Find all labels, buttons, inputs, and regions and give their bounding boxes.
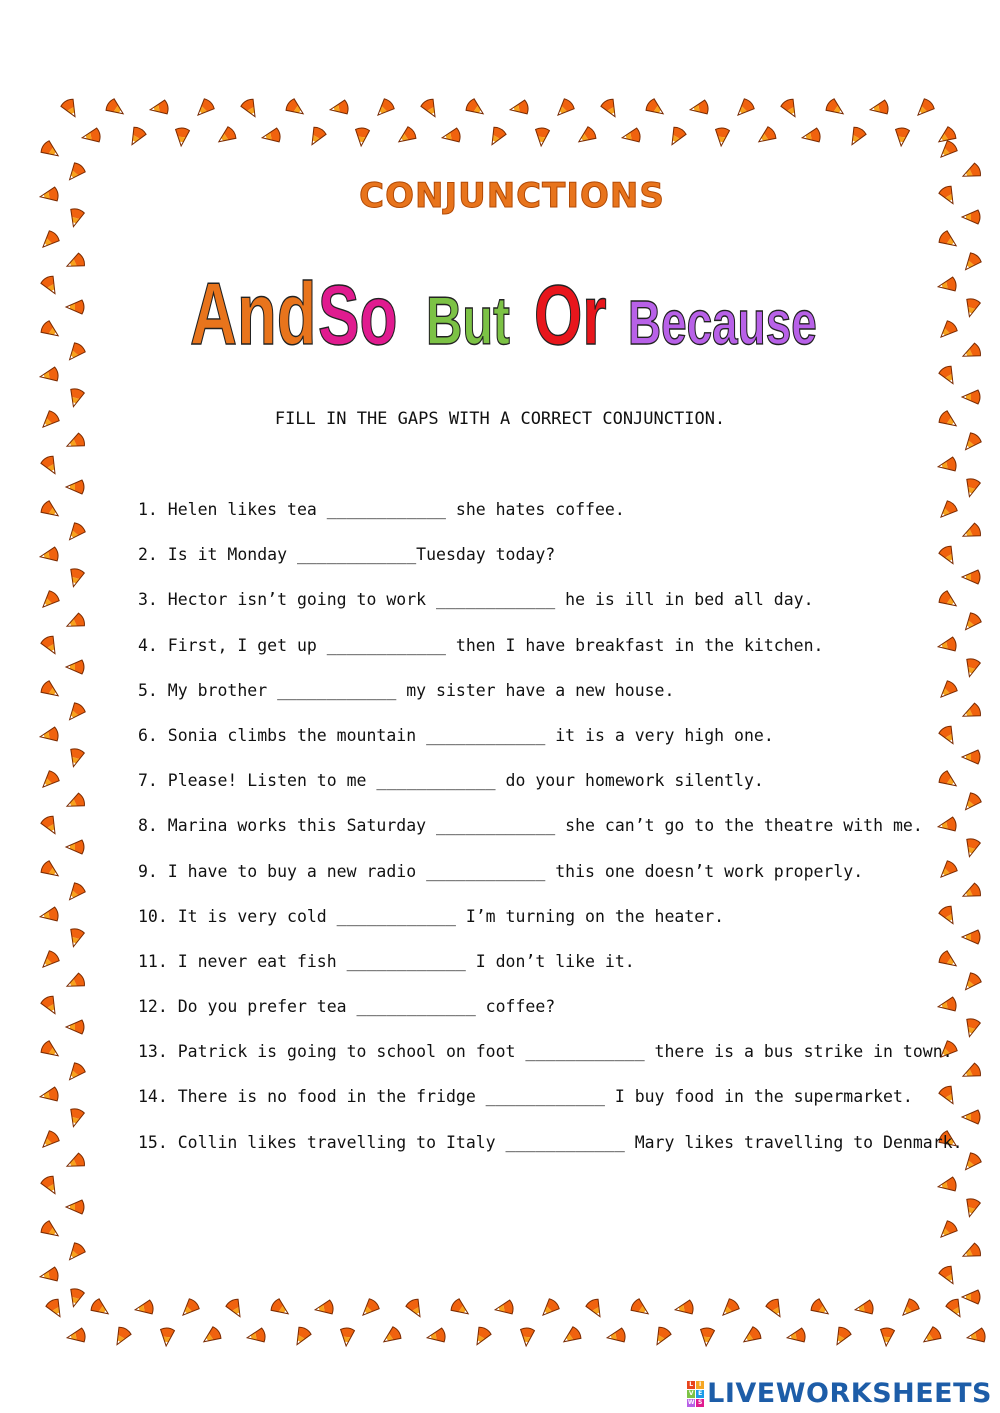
- candy-corn-icon: [962, 750, 980, 764]
- candy-corn-icon: [718, 1297, 741, 1320]
- candy-corn-icon: [284, 98, 307, 120]
- candy-corn-icon: [39, 500, 62, 522]
- candy-corn-icon: [66, 480, 84, 494]
- candy-corn-icon: [936, 139, 959, 162]
- candy-corn-icon: [40, 815, 61, 838]
- candy-corn-icon: [159, 1327, 175, 1346]
- candy-corn-icon: [174, 127, 190, 146]
- exercise-item-2: 2. Is it Monday ____________Tuesday today?: [138, 545, 556, 565]
- candy-corn-icon: [963, 1017, 981, 1038]
- conjunction-word-because: Because: [628, 289, 817, 358]
- candy-corn-icon: [960, 342, 982, 362]
- exercise-item-7: 7. Please! Listen to me ____________ do your homework silently.: [138, 771, 764, 791]
- candy-corn-icon: [39, 1087, 59, 1104]
- candy-corn-icon: [755, 126, 778, 148]
- candy-corn-icon: [553, 97, 576, 120]
- candy-corn-icon: [64, 972, 86, 992]
- candy-corn-icon: [786, 1328, 806, 1345]
- candy-corn-icon: [373, 97, 396, 120]
- worksheet-title: CONJUNCTIONS: [359, 176, 665, 216]
- candy-corn-icon: [134, 1300, 154, 1317]
- candy-corn-icon: [126, 126, 147, 149]
- candy-corn-icon: [962, 570, 980, 584]
- candy-corn-icon: [420, 98, 441, 121]
- liveworksheets-logo-text: LIVEWORKSHEETS: [707, 1378, 992, 1409]
- candy-corn-icon: [962, 1110, 980, 1124]
- candy-corn-icon: [40, 1175, 61, 1198]
- logo-icon-cell: W: [687, 1398, 695, 1406]
- conjunction-word-but: But: [426, 283, 510, 359]
- candy-corn-icon: [960, 882, 982, 902]
- candy-corn-icon: [64, 521, 86, 544]
- candy-corn-icon: [963, 657, 981, 678]
- candy-corn-icon: [824, 98, 847, 120]
- exercise-item-15: 15. Collin likes travelling to Italy ____________ Mary likes travelling to Denmark.: [138, 1132, 963, 1152]
- candy-corn-icon: [40, 995, 61, 1018]
- candy-corn-icon: [38, 1129, 61, 1152]
- candy-corn-icon: [937, 457, 957, 474]
- candy-corn-icon: [960, 1151, 982, 1174]
- candy-corn-icon: [937, 1177, 957, 1194]
- candy-corn-icon: [39, 1267, 59, 1284]
- candy-corn-icon: [64, 1152, 86, 1172]
- candy-corn-icon: [780, 98, 801, 121]
- candy-corn-icon: [39, 547, 59, 564]
- candy-corn-icon: [66, 660, 84, 674]
- logo-icon-cell: S: [697, 1398, 703, 1406]
- candy-corn-icon: [354, 127, 370, 146]
- candy-corn-icon: [765, 1298, 786, 1321]
- liveworksheets-logo[interactable]: [687, 1378, 992, 1409]
- candy-corn-icon: [269, 1298, 292, 1320]
- candy-corn-icon: [291, 1326, 312, 1349]
- candy-corn-icon: [963, 477, 981, 498]
- exercise-item-1: 1. Helen likes tea ____________ she hates coffee.: [138, 500, 625, 519]
- candy-corn-icon: [600, 98, 621, 121]
- candy-corn-icon: [38, 589, 61, 612]
- candy-corn-icon: [449, 1298, 472, 1320]
- candy-corn-icon: [644, 98, 667, 120]
- logo-icon-cell: V: [688, 1389, 694, 1397]
- exercise-item-10: 10. It is very cold ____________ I’m turning on the heater.: [138, 906, 725, 926]
- candy-corn-icon: [40, 635, 61, 658]
- candy-corn-icon: [39, 727, 59, 744]
- candy-corn-icon: [40, 455, 61, 478]
- candy-corn-icon: [81, 128, 101, 145]
- candy-corn-icon: [494, 1300, 514, 1317]
- candy-corn-icon: [801, 128, 821, 145]
- candy-corn-icon: [64, 701, 86, 724]
- candy-corn-icon: [38, 949, 61, 972]
- candy-corn-icon: [894, 127, 910, 146]
- candy-corn-icon: [67, 387, 85, 408]
- candy-corn-icon: [64, 432, 86, 452]
- candy-corn-icon: [962, 1290, 980, 1304]
- candy-corn-icon: [733, 97, 756, 120]
- candy-corn-icon: [471, 1326, 492, 1349]
- candy-corn-icon: [339, 1327, 355, 1346]
- candy-corn-icon: [193, 97, 216, 120]
- candy-corn-icon: [39, 680, 62, 702]
- candy-corn-icon: [66, 1328, 86, 1345]
- candy-corn-icon: [64, 881, 86, 904]
- candy-corn-icon: [64, 341, 86, 364]
- candy-corn-icon: [149, 100, 169, 117]
- candy-corn-icon: [225, 1298, 246, 1321]
- candy-corn-icon: [509, 100, 529, 117]
- candy-corn-icon: [67, 1287, 85, 1308]
- exercise-item-6: 6. Sonia climbs the mountain ____________ it is a very high one.: [138, 725, 774, 745]
- candy-corn-icon: [89, 1298, 112, 1320]
- candy-corn-icon: [39, 1040, 62, 1062]
- candy-corn-icon: [111, 1326, 132, 1349]
- candy-corn-icon: [666, 126, 687, 149]
- candy-corn-icon: [621, 128, 641, 145]
- conjunction-word-or: Or: [534, 268, 607, 362]
- candy-corn-icon: [699, 1327, 715, 1346]
- candy-corn-icon: [64, 1241, 86, 1264]
- liveworksheets-logo-icon: [687, 1381, 704, 1407]
- candy-corn-icon: [464, 98, 487, 120]
- candy-corn-icon: [937, 230, 960, 252]
- candy-corn-icon: [329, 100, 349, 117]
- candy-corn-icon: [938, 1265, 959, 1288]
- exercise-item-13: 13. Patrick is going to school on foot ____________ there is a bus strike in town.: [138, 1042, 953, 1062]
- candy-corn-icon: [920, 1326, 943, 1348]
- candy-corn-icon: [960, 1242, 982, 1262]
- candy-corn-icon: [66, 1020, 84, 1034]
- candy-corn-icon: [64, 792, 86, 812]
- candy-corn-icon: [39, 1220, 62, 1242]
- instruction-text: FILL IN THE GAPS WITH A CORRECT CONJUNCTION.: [274, 409, 726, 429]
- candy-corn-icon: [67, 1107, 85, 1128]
- candy-corn-icon: [714, 127, 730, 146]
- candy-corn-icon: [689, 100, 709, 117]
- candy-corn-icon: [64, 252, 86, 272]
- candy-corn-icon: [960, 791, 982, 814]
- candy-corn-icon: [45, 1298, 66, 1321]
- candy-corn-icon: [962, 390, 980, 404]
- candy-corn-icon: [960, 522, 982, 542]
- candy-corn-icon: [809, 1298, 832, 1320]
- candy-corn-icon: [261, 128, 281, 145]
- candy-corn-icon: [651, 1326, 672, 1349]
- exercise-item-5: 5. My brother ____________ my sister have a new house.: [138, 680, 675, 700]
- candy-corn-icon: [960, 1062, 982, 1082]
- candy-corn-icon: [913, 97, 936, 120]
- candy-corn-icon: [178, 1297, 201, 1320]
- candy-corn-icon: [869, 100, 889, 117]
- candy-corn-icon: [945, 1298, 966, 1321]
- conjunction-word-so: So: [318, 268, 398, 362]
- candy-corn-icon: [306, 126, 327, 149]
- candy-corn-icon: [215, 126, 238, 148]
- candy-corn-icon: [66, 300, 84, 314]
- candy-corn-icon: [963, 837, 981, 858]
- candy-corn-icon: [104, 98, 127, 120]
- candy-corn-icon: [200, 1326, 223, 1348]
- candy-corn-icon: [60, 98, 81, 121]
- candy-corn-icon: [674, 1300, 694, 1317]
- candy-corn-icon: [39, 860, 62, 882]
- candy-corn-icon: [39, 140, 62, 162]
- candy-corn-icon: [39, 320, 62, 342]
- candy-corn-icon: [960, 431, 982, 454]
- candy-corn-icon: [962, 930, 980, 944]
- candy-corn-icon: [879, 1327, 895, 1346]
- candy-corn-icon: [966, 1328, 986, 1345]
- candy-corn-icon: [740, 1326, 763, 1348]
- candy-corn-icon: [67, 567, 85, 588]
- candy-corn-icon: [960, 611, 982, 634]
- candy-corn-icon: [898, 1297, 921, 1320]
- candy-corn-icon: [937, 277, 957, 294]
- candy-corn-icon: [538, 1297, 561, 1320]
- candy-corn-icon: [405, 1298, 426, 1321]
- exercise-item-4: 4. First, I get up ____________ then I have breakfast in the kitchen.: [138, 635, 824, 655]
- candy-corn-icon: [246, 1328, 266, 1345]
- candy-corn-icon: [39, 367, 59, 384]
- logo-icon-cell: L: [687, 1381, 695, 1389]
- exercise-item-11: 11. I never eat fish ____________ I don’t like it.: [138, 951, 635, 971]
- candy-corn-icon: [960, 971, 982, 994]
- candy-corn-icon: [486, 126, 507, 149]
- candy-corn-icon: [936, 319, 959, 342]
- candy-corn-icon: [358, 1297, 381, 1320]
- candy-corn-icon: [67, 747, 85, 768]
- candy-corn-icon: [38, 769, 61, 792]
- candy-corn-icon: [938, 365, 959, 388]
- candy-corn-icon: [67, 927, 85, 948]
- candy-corn-icon: [936, 1219, 959, 1242]
- candy-corn-icon: [575, 126, 598, 148]
- exercise-item-12: 12. Do you prefer tea ____________ coffee?: [138, 997, 556, 1017]
- candy-corn-icon: [629, 1298, 652, 1320]
- candy-corn-icon: [519, 1327, 535, 1346]
- candy-corn-icon: [560, 1326, 583, 1348]
- candy-corn-icon: [314, 1300, 334, 1317]
- candy-corn-icon: [831, 1326, 852, 1349]
- candy-corn-icon: [534, 127, 550, 146]
- candy-corn-icon: [380, 1326, 403, 1348]
- candy-corn-icon: [39, 907, 59, 924]
- candy-corn-icon: [963, 297, 981, 318]
- exercise-item-3: 3. Hector isn’t going to work ____________ he is ill in bed all day.: [138, 590, 814, 610]
- conjunction-word-and: And: [190, 264, 317, 363]
- candy-corn-icon: [960, 251, 982, 274]
- candy-corn-icon: [240, 98, 261, 121]
- candy-corn-icon: [846, 126, 867, 149]
- candy-corn-icon: [64, 612, 86, 632]
- exercise-item-9: 9. I have to buy a new radio ____________ this one doesn’t work properly.: [138, 861, 864, 881]
- candy-corn-icon: [606, 1328, 626, 1345]
- candy-corn-icon: [66, 840, 84, 854]
- candy-corn-icon: [960, 702, 982, 722]
- exercise-item-14: 14. There is no food in the fridge ____________ I buy food in the supermarket.: [138, 1087, 913, 1107]
- candy-corn-icon: [40, 275, 61, 298]
- candy-corn-icon: [426, 1328, 446, 1345]
- candy-corn-icon: [441, 128, 461, 145]
- exercise-item-8: 8. Marina works this Saturday ____________ she can’t go to the theatre with me.: [138, 816, 923, 836]
- logo-icon-cell: I: [696, 1381, 704, 1389]
- exercise-list: [138, 498, 963, 1176]
- candy-corn-icon: [963, 1197, 981, 1218]
- candy-corn-icon: [66, 1200, 84, 1214]
- candy-corn-icon: [395, 126, 418, 148]
- conjunction-words: [190, 264, 870, 363]
- logo-icon-cell: E: [698, 1389, 703, 1397]
- candy-corn-icon: [64, 1061, 86, 1084]
- candy-corn-icon: [585, 1298, 606, 1321]
- candy-corn-icon: [854, 1300, 874, 1317]
- candy-corn-icon: [38, 229, 61, 252]
